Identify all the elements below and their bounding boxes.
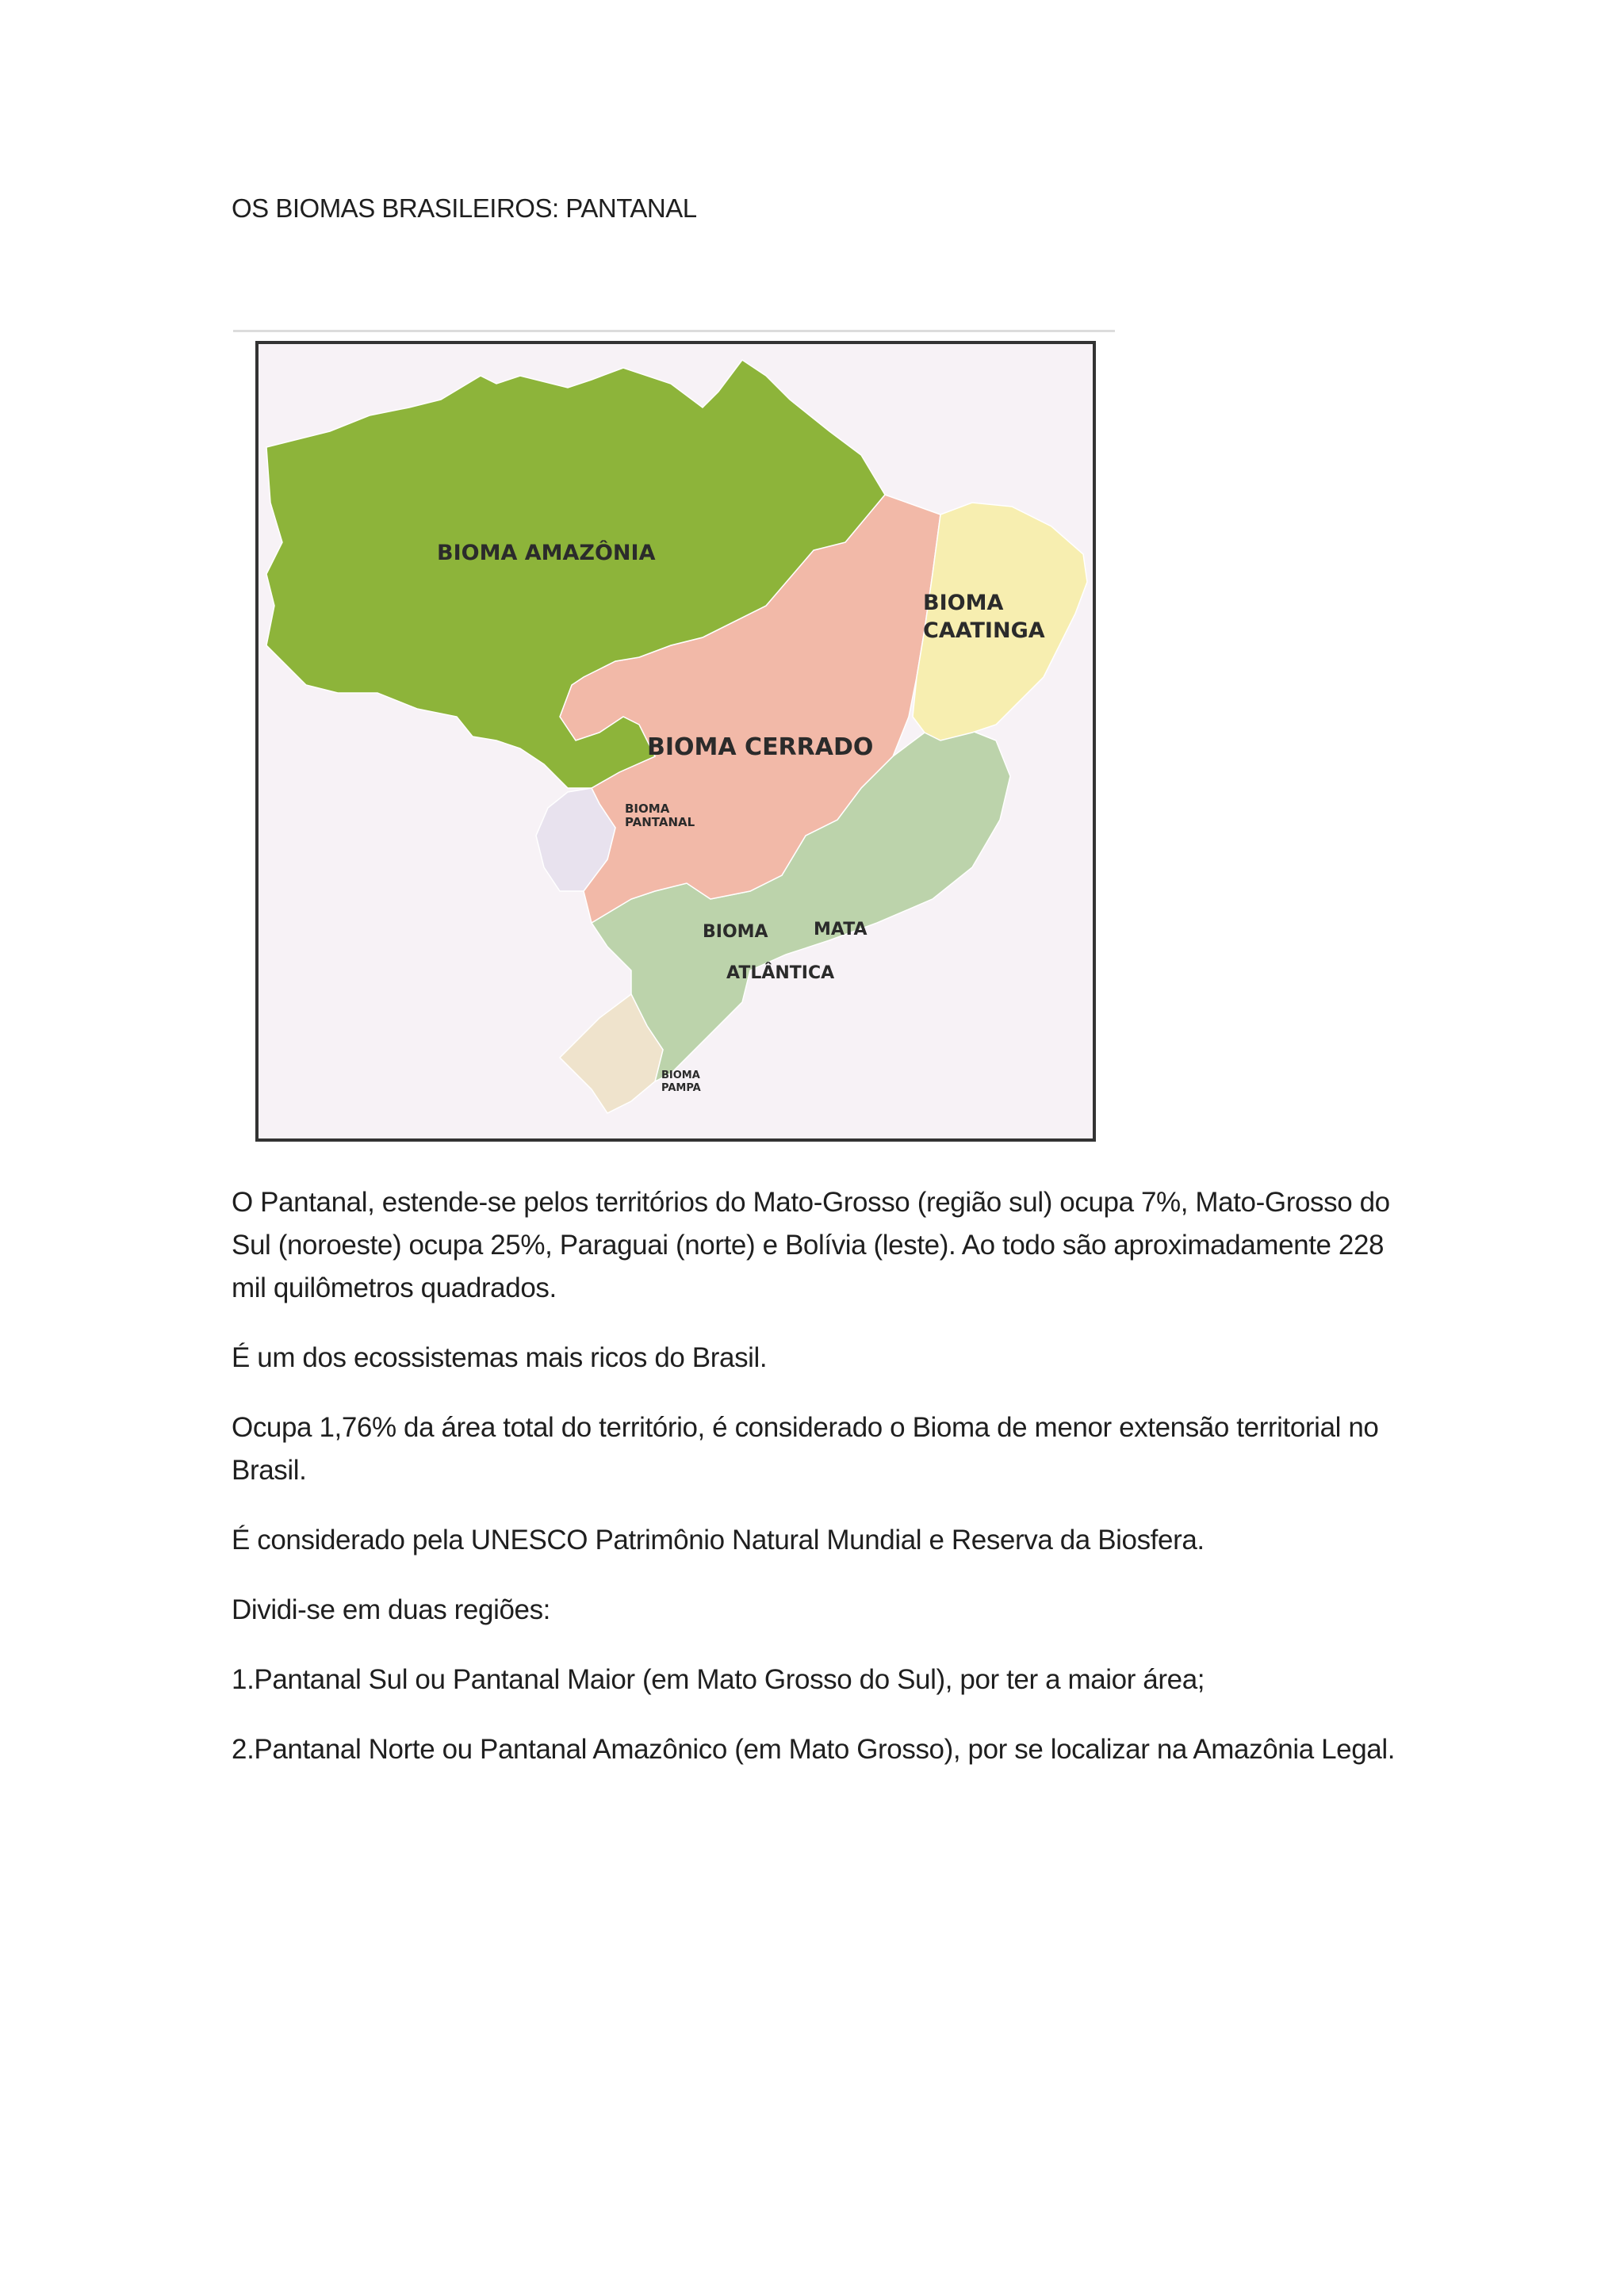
label-mata-1: BIOMA — [703, 922, 768, 942]
label-pantanal-2: PANTANAL — [625, 815, 695, 829]
paragraph-area: Ocupa 1,76% da área total do território, é considerado o Bioma de menor extensão territorial no Brasil. — [232, 1412, 1379, 1486]
figure-divider — [233, 330, 1115, 332]
label-pampa-1: BIOMA — [661, 1070, 700, 1081]
label-pantanal-1: BIOMA — [625, 802, 670, 816]
paragraph-unesco: É considerado pela UNESCO Patrimônio Natural Mundial e Reserva da Biosfera. — [232, 1525, 1205, 1556]
label-caatinga-2: CAATINGA — [923, 618, 1045, 643]
brazil-biomes-map — [255, 341, 1096, 1142]
label-cerrado: BIOMA CERRADO — [647, 733, 874, 761]
label-mata-3: ATLÂNTICA — [726, 963, 835, 983]
paragraph-region-north: 2.Pantanal Norte ou Pantanal Amazônico (em Mato Grosso), por se localizar na Amazônia Legal. — [232, 1734, 1396, 1765]
label-caatinga-1: BIOMA — [923, 591, 1004, 615]
map-figure — [233, 330, 1115, 1150]
paragraph-ecosystem: É um dos ecossistemas mais ricos do Brasil. — [232, 1342, 768, 1373]
paragraph-region-south: 1.Pantanal Sul ou Pantanal Maior (em Mato Grosso do Sul), por ter a maior área; — [232, 1664, 1205, 1695]
label-amazonia: BIOMA AMAZÔNIA — [437, 541, 656, 565]
label-pampa-2: PAMPA — [661, 1082, 701, 1094]
map-svg — [259, 344, 1093, 1138]
page-title: OS BIOMAS BRASILEIROS: PANTANAL — [232, 193, 697, 223]
label-mata-2: MATA — [814, 920, 868, 939]
body-text — [232, 1181, 1405, 1798]
paragraph-regions-intro: Dividi-se em duas regiões: — [232, 1594, 550, 1625]
paragraph-extent: O Pantanal, estende-se pelos territórios do Mato-Grosso (região sul) ocupa 7%, Mato-Grosso do Sul (noroeste) ocupa 25%, Paraguai (norte) e Bolívia (leste). Ao todo são aproximadamente 228 mil quilômetros quadrados. — [232, 1187, 1390, 1303]
